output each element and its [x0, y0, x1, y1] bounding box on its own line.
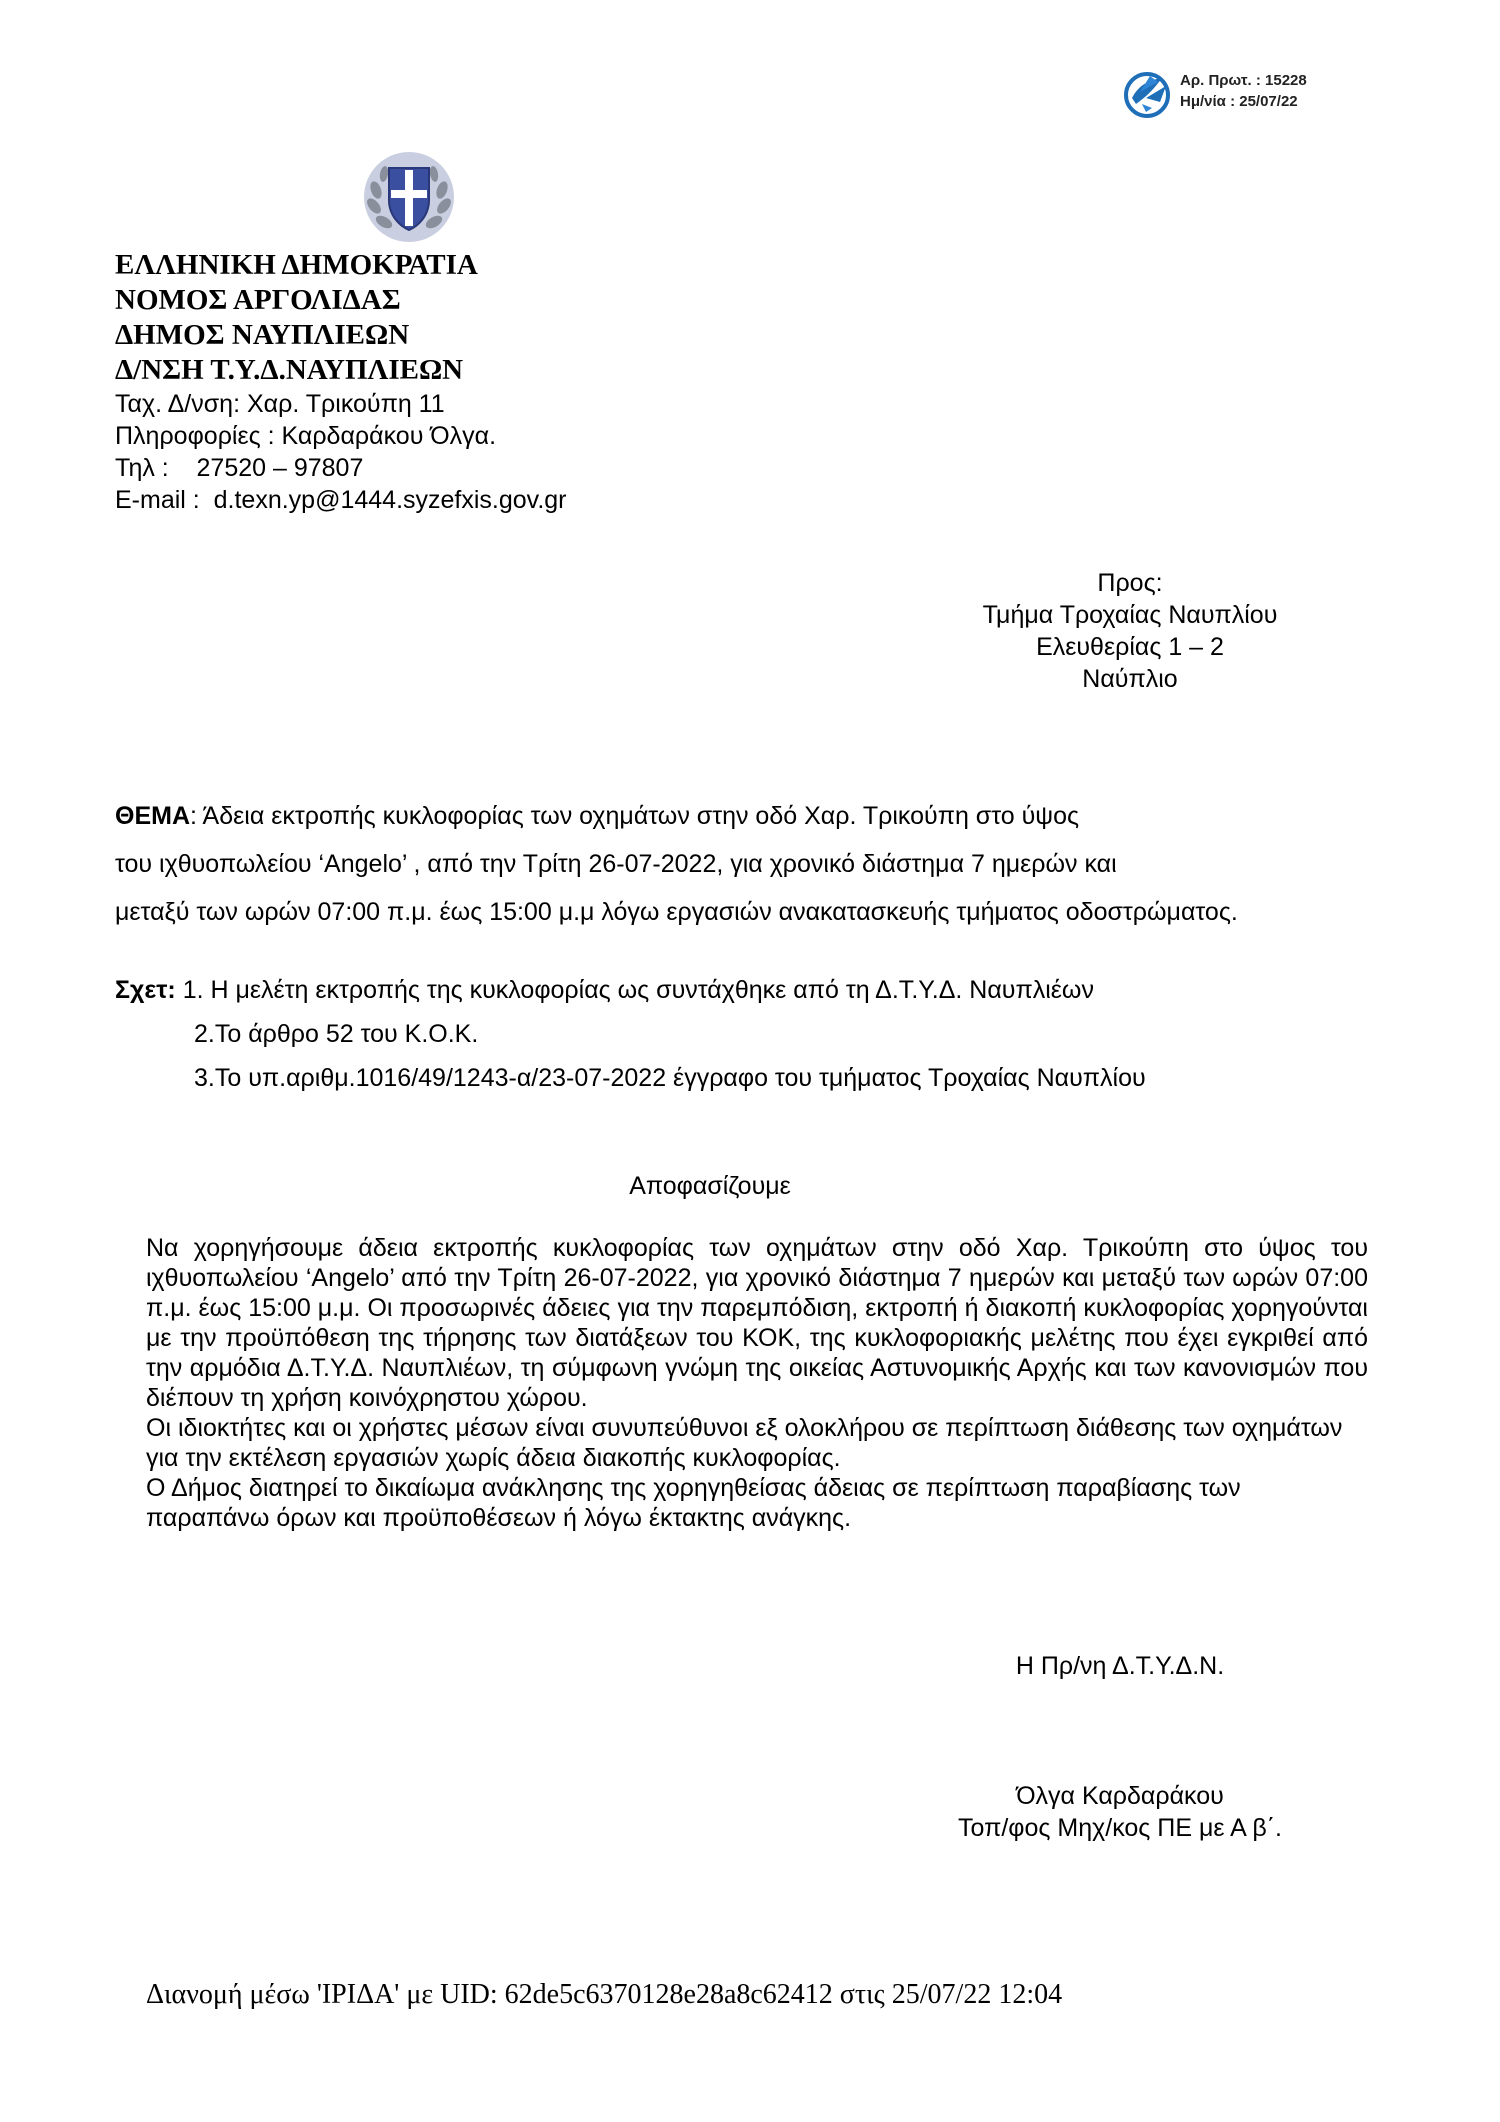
decision-title: Αποφασίζουμε [629, 1172, 791, 1200]
reference-item: 1. Η μελέτη εκτροπής της κυκλοφορίας ως συντάχθηκε από τη Δ.Τ.Υ.Δ. Ναυπλιέων [175, 976, 1094, 1004]
recipient-line: Ναύπλιο [1082, 665, 1178, 693]
contact-info-person: Πληροφορίες : Καρδαράκου Όλγα. [115, 422, 497, 450]
reference-item: 3.Το υπ.αριθμ.1016/49/1243-α/23-07-2022 έγγραφο του τμήματος Τροχαίας Ναυπλίου [194, 1064, 1146, 1092]
subject-text-line: : Άδεια εκτροπής κυκλοφορίας των οχημάτων στην οδό Χαρ. Τρικούπη στο ύψος [190, 802, 1080, 830]
recipient-line: Τμήμα Τροχαίας Ναυπλίου [982, 601, 1278, 629]
subject-label: ΘΕΜΑ [115, 802, 190, 830]
recipient-line: Ελευθερίας 1 – 2 [1036, 633, 1224, 661]
decision-paragraph: Να χορηγήσουμε άδεια εκτροπής κυκλοφορίας των οχημάτων στην οδό Χαρ. Τρικούπη στο ύψος του ιχθυοπωλείου ‘Angelo’ από την Τρίτη 26-07-2022, για χρονικό διάστημα 7 ημερών και μεταξύ των ωρών 07:00 π.μ. έως 15:00 μ.μ. Οι προσωρινές άδειες για την παρεμπόδιση, εκτροπή ή διακοπή κυκλοφορίας χορηγούνται με την προϋπόθεση της τήρησης των διατάξεων του ΚΟΚ, της κυκλοφοριακής μελέτης που έχει εγκριθεί από την αρμόδια Δ.Τ.Υ.Δ. Ναυπλιέων, τη σύμφωνη γνώμη της οικείας Αστυνομικής Αρχής και των κανονισμών που διέπουν τη χρήση κοινόχρηστου χώρου. [146, 1234, 1368, 1412]
recipient-label: Προς: [1097, 569, 1163, 597]
contact-email: E-mail : d.texn.yp@1444.syzefxis.gov.gr [115, 486, 567, 514]
protocol-number: Αρ. Πρωτ. : 15228 [1180, 72, 1307, 89]
authority-header [115, 248, 478, 388]
authority-line-directorate: Δ/ΝΣΗ Τ.Υ.Δ.ΝΑΥΠΛΙΕΩΝ [115, 354, 464, 386]
subject-block [115, 792, 1405, 936]
subject-text-line: του ιχθυοπωλείου ‘Angelo’ , από την Τρίτη 26-07-2022, για χρονικό διάστημα 7 ημερών και [115, 850, 1117, 878]
recipient-block [900, 567, 1360, 695]
signature-block [860, 1780, 1380, 1844]
protocol-stamp [1122, 64, 1352, 124]
decision-body [146, 1233, 1368, 1533]
signatory-title: Τοπ/φος Μηχ/κος ΠΕ με Α β΄. [958, 1814, 1282, 1842]
signatory-name: Όλγα Καρδαράκου [1016, 1782, 1224, 1810]
reference-item: 2.Το άρθρο 52 του Κ.Ο.Κ. [194, 1020, 479, 1048]
references-label: Σχετ: [115, 976, 176, 1004]
references-block [115, 968, 1405, 1100]
iris-logo-icon [1122, 68, 1172, 118]
subject-text-line: μεταξύ των ωρών 07:00 π.μ. έως 15:00 μ.μ λόγω εργασιών ανακατασκευής τμήματος οδοστρώματος. [115, 898, 1238, 926]
greek-coat-of-arms-icon [362, 150, 456, 244]
contact-details [115, 388, 567, 516]
authority-line-municipality: ΔΗΜΟΣ ΝΑΥΠΛΙΕΩΝ [115, 319, 410, 351]
protocol-date: Ημ/νία : 25/07/22 [1180, 93, 1298, 110]
contact-phone: Τηλ : 27520 – 97807 [115, 454, 364, 482]
decision-paragraph: Ο Δήμος διατηρεί το δικαίωμα ανάκλησης της χορηγηθείσας άδειας σε περίπτωση παραβίασης των παραπάνω όρων και προϋποθέσεων ή λόγω έκτακτης ανάγκης. [146, 1474, 1241, 1532]
authority-line-prefecture: ΝΟΜΟΣ ΑΡΓΟΛΙΔΑΣ [115, 284, 401, 316]
signatory-role: Η Πρ/νη Δ.Τ.Υ.Δ.Ν. [1015, 1652, 1225, 1680]
decision-paragraph: Οι ιδιοκτήτες και οι χρήστες μέσων είναι συνυπεύθυνοι εξ ολοκλήρου σε περίπτωση διάθεσης των οχημάτων για την εκτέλεση εργασιών χωρίς άδεια διακοπής κυκλοφορίας. [146, 1414, 1343, 1472]
contact-address: Ταχ. Δ/νση: Χαρ. Τρικούπη 11 [115, 390, 445, 418]
authority-line-republic: ΕΛΛΗΝΙΚΗ ΔΗΜΟΚΡΑΤΙΑ [115, 249, 478, 281]
distribution-footer: Διανομή μέσω 'ΙΡΙΔΑ' με UID: 62de5c6370128e28a8c62412 στις 25/07/22 12:04 [146, 1979, 1063, 2010]
